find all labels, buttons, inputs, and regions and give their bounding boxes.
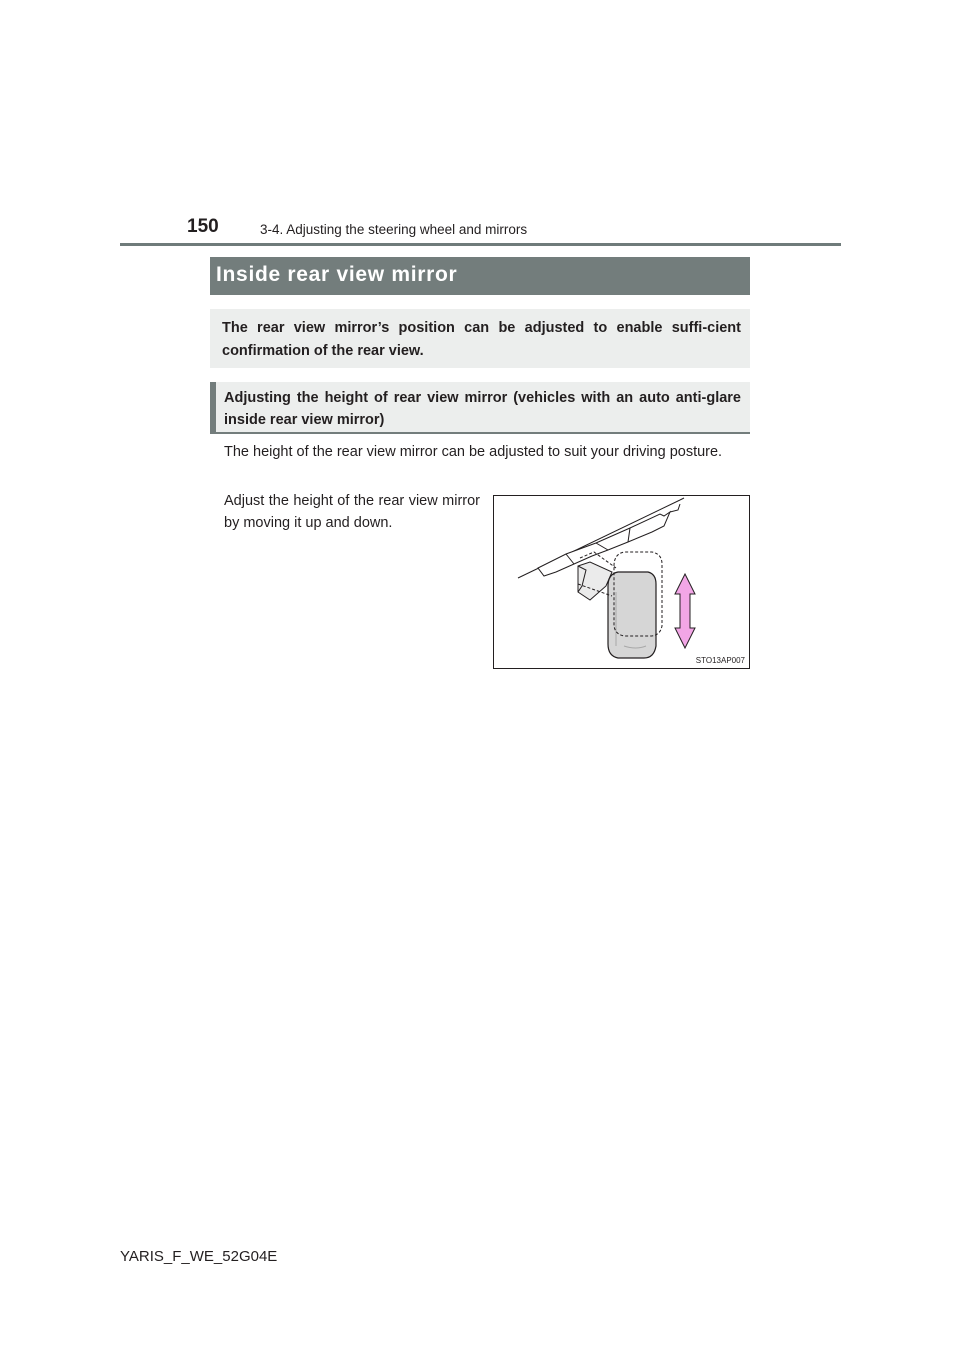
footer-doc-code: YARIS_F_WE_52G04E [120,1248,278,1265]
subheading-text: Adjusting the height of rear view mirror (vehicles with an auto anti-glare inside rear view mirror) [224,390,741,428]
page-number: 150 [187,216,219,237]
section-title: Inside rear view mirror [216,263,458,286]
body-paragraph-1: The height of the rear view mirror can be adjusted to suit your driving posture. [224,444,723,460]
summary-text: The rear view mirror’s position can be adjusted to enable suffi-cient confirmation of the rear view. [222,320,741,359]
section-title-bar [210,257,750,295]
mirror-drawing [494,496,749,668]
up-down-arrow-icon [675,574,695,648]
subheading-box [210,382,750,434]
mirror-illustration [493,495,750,669]
running-header: 3-4. Adjusting the steering wheel and mirrors [260,222,528,237]
header-rule [120,243,841,246]
summary-box [210,309,750,368]
body-paragraph-2: Adjust the height of the rear view mirror by moving it up and down. [224,493,480,531]
figure-code: STO13AP007 [695,656,745,665]
